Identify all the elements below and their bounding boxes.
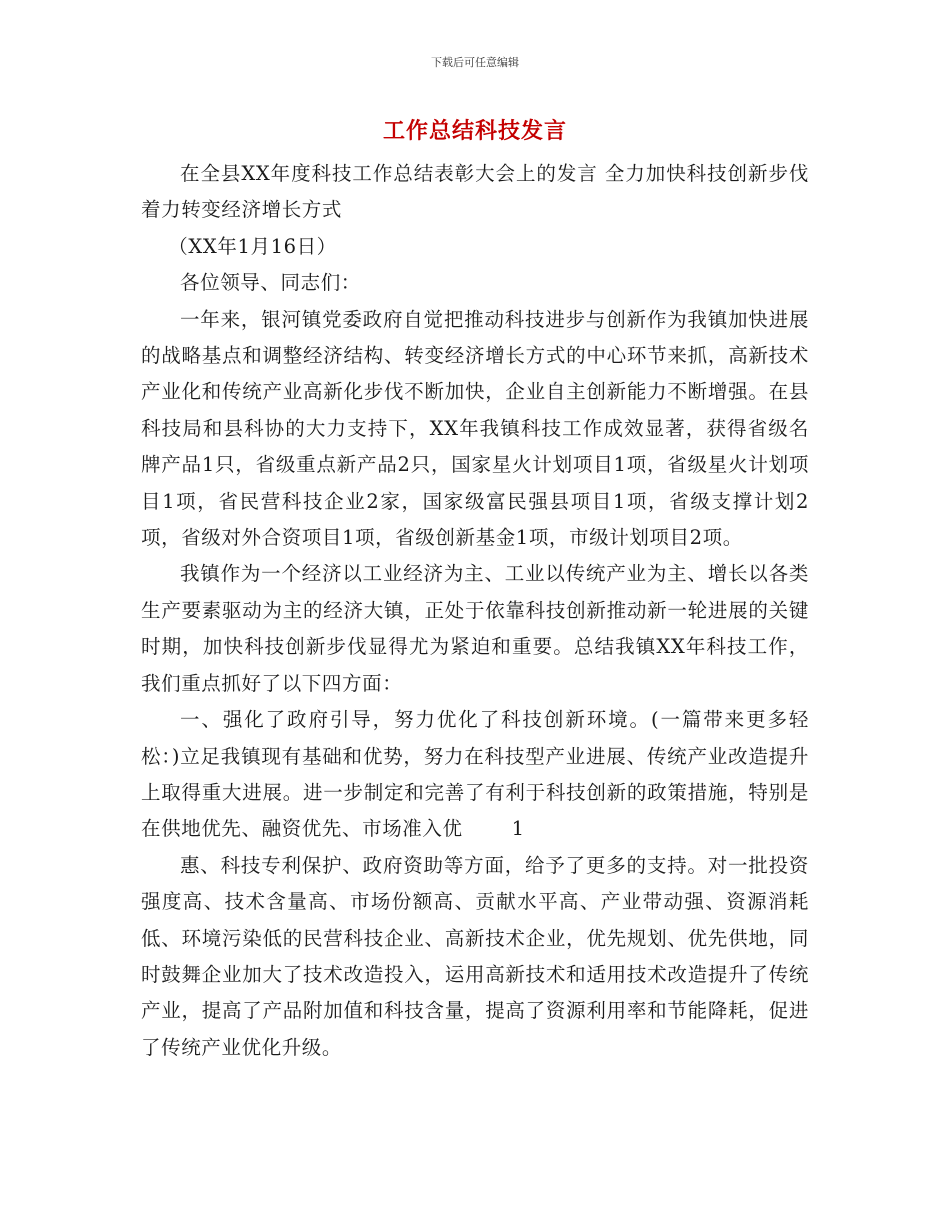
paragraph-achievements: 一年来，银河镇党委政府自觉把推动科技进步与创新作为我镇加快进展的战略基点和调整经济结构、转变经济增长方式的中心环节来抓，高新技术产业化和传统产业高新化步伐不断加快，企业自主创新能力不断增强。在县科技局和县科协的大力支持下，XX年我镇科技工作成效显著，获得省级名牌产品1只，省级重点新产品2只，国家星火计划项目1项，省级星火计划项目1项，省民营科技企业2家，国家级富民强县项目1项，省级支撑计划2项，省级对外合资项目1项，省级创新基金1项，市级计划项目2项。 (141, 307, 809, 550)
paragraph-greeting: 各位领导、同志们： (180, 271, 361, 295)
paragraph-context: 我镇作为一个经济以工业经济为主、工业以传统产业为主、增长以各类生产要素驱动为主的经济大镇，正处于依靠科技创新推动新一轮进展的关键时期，加快科技创新步伐显得尤为紧迫和重要。总结我镇XX年科技工作，我们重点抓好了以下四方面： (141, 562, 809, 695)
paragraph-point-one (141, 702, 809, 848)
paragraph-point-one-text: 一、强化了政府引导，努力优化了科技创新环境。(一篇带来更多轻松：)立足我镇现有基础和优势，努力在科技型产业进展、传统产业改造提升上取得重大进展。进一步制定和完善了有利于科技创新的政策措施，特别是在供地优先、融资优先、市场准入优 (141, 708, 809, 841)
document-body (141, 156, 809, 1066)
page-number: 1 (511, 817, 525, 841)
paragraph-continuation: 惠、科技专利保护、政府资助等方面，给予了更多的支持。对一批投资强度高、技术含量高、市场份额高、贡献水平高、产业带动强、资源消耗低、环境污染低的民营科技企业、高新技术企业，优先规划、优先供地，同时鼓舞企业加大了技术改造投入，运用高新技术和适用技术改造提升了传统产业，提高了产品附加值和科技含量，提高了资源利用率和节能降耗，促进了传统产业优化升级。 (141, 853, 809, 1059)
paragraph-intro: 在全县XX年度科技工作总结表彰大会上的发言 全力加快科技创新步伐着力转变经济增长方式 (141, 162, 809, 222)
header-note: 下载后可任意编辑 (431, 56, 519, 69)
document-title: 工作总结科技发言 (382, 119, 567, 144)
paragraph-date: （XX年1月16日） (168, 234, 337, 258)
